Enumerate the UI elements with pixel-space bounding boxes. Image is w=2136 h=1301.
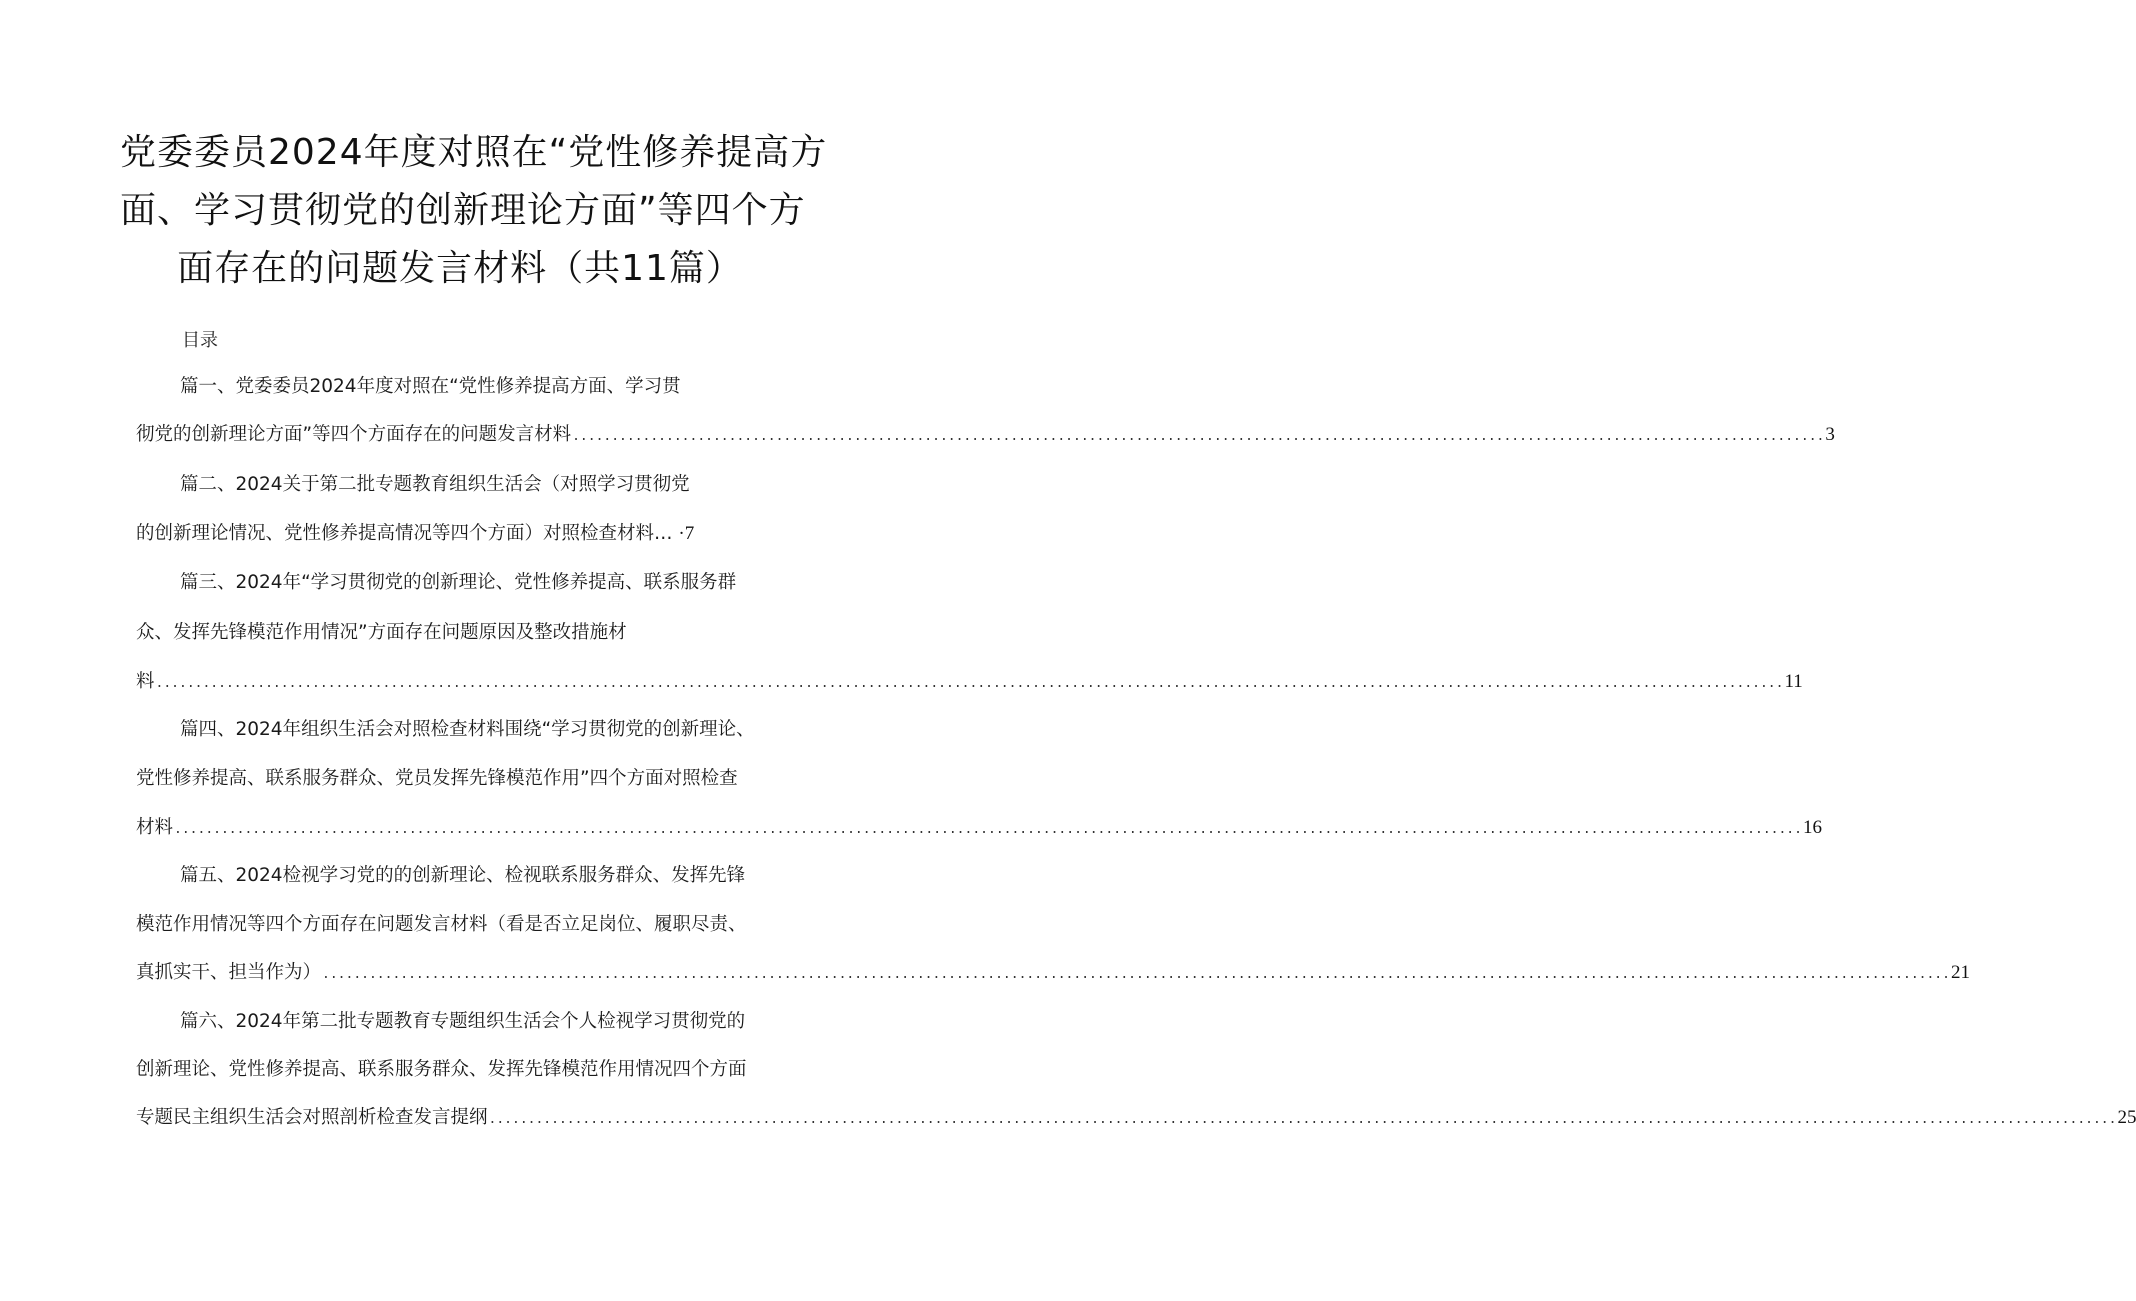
toc-entry-6-line-2[interactable]: 创新理论、党性修养提高、联系服务群众、发挥先锋模范作用情况四个方面 bbox=[136, 1059, 747, 1080]
toc-leader-dots: ................................................................................................................................................................................................................ bbox=[155, 676, 1784, 691]
toc-entry-4-line-2[interactable]: 党性修养提高、联系服务群众、党员发挥先锋模范作用”四个方面对照检查 bbox=[136, 768, 738, 789]
toc-leader-dots: ................................................................................................................................................................................................................ bbox=[488, 1112, 2117, 1127]
toc-entry-5-line-3[interactable] bbox=[136, 958, 1970, 988]
toc-entry-text: 的创新理论情况、党性修养提高情况等四个方面）对照检查材料… bbox=[136, 523, 673, 544]
toc-entry-2-line-1[interactable]: 篇二、2024关于第二批专题教育组织生活会（对照学习贯彻党 bbox=[180, 474, 690, 495]
toc-entry-4-line-3[interactable] bbox=[136, 813, 1822, 843]
toc-page-number: 3 bbox=[1825, 424, 1835, 445]
toc-entry-text: 彻党的创新理论方面”等四个方面存在的问题发言材料 bbox=[136, 424, 572, 445]
toc-entry-5-line-2[interactable]: 模范作用情况等四个方面存在问题发言材料（看是否立足岗位、履职尽责、 bbox=[136, 914, 747, 935]
toc-entry-6-line-3[interactable] bbox=[136, 1103, 2136, 1133]
toc-entry-3-line-1[interactable]: 篇三、2024年“学习贯彻党的创新理论、党性修养提高、联系服务群 bbox=[180, 572, 737, 593]
toc-page-number: ·7 bbox=[678, 523, 695, 544]
toc-leader-dots: ................................................................................................................................................................................................................ bbox=[174, 822, 1802, 837]
toc-page-number: 11 bbox=[1784, 671, 1803, 692]
toc-page-number: 16 bbox=[1802, 817, 1822, 838]
toc-entry-4-line-1[interactable]: 篇四、2024年组织生活会对照检查材料围绕“学习贯彻党的创新理论、 bbox=[180, 719, 755, 740]
toc-entry-3-line-3[interactable] bbox=[136, 667, 1803, 697]
title-line-3: 面存在的问题发言材料（共11篇） bbox=[177, 248, 743, 289]
toc-page-number: 25 bbox=[2117, 1107, 2136, 1128]
toc-heading: 目录 bbox=[182, 330, 218, 351]
toc-entry-2-line-2[interactable] bbox=[136, 519, 694, 549]
toc-leader-dots: ................................................................................................................................................................ bbox=[572, 429, 1825, 444]
toc-entry-1-line-1[interactable]: 篇一、党委委员2024年度对照在“党性修养提高方面、学习贯 bbox=[180, 376, 681, 397]
toc-entry-1-line-2[interactable] bbox=[136, 420, 1835, 450]
toc-entry-6-line-1[interactable]: 篇六、2024年第二批专题教育专题组织生活会个人检视学习贯彻党的 bbox=[180, 1011, 746, 1032]
document-title bbox=[120, 124, 828, 298]
toc-entry-3-line-2[interactable]: 众、发挥先锋模范作用情况”方面存在问题原因及整改措施材 bbox=[136, 622, 627, 643]
toc-entry-text: 材料 bbox=[136, 817, 174, 838]
title-line-1: 党委委员2024年度对照在“党性修养提高方 bbox=[120, 132, 828, 173]
title-line-2: 面、学习贯彻党的创新理论方面”等四个方 bbox=[120, 190, 806, 231]
toc-page-number: 21 bbox=[1950, 962, 1970, 983]
toc-entry-text: 专题民主组织生活会对照剖析检查发言提纲 bbox=[136, 1107, 488, 1128]
toc-entry-text: 料 bbox=[136, 671, 155, 692]
toc-entry-5-line-1[interactable]: 篇五、2024检视学习党的的创新理论、检视联系服务群众、发挥先锋 bbox=[180, 865, 746, 886]
toc-entry-text: 真抓实干、担当作为） bbox=[136, 962, 322, 983]
toc-leader-dots: ................................................................................................................................................................................................................ bbox=[322, 967, 1950, 982]
